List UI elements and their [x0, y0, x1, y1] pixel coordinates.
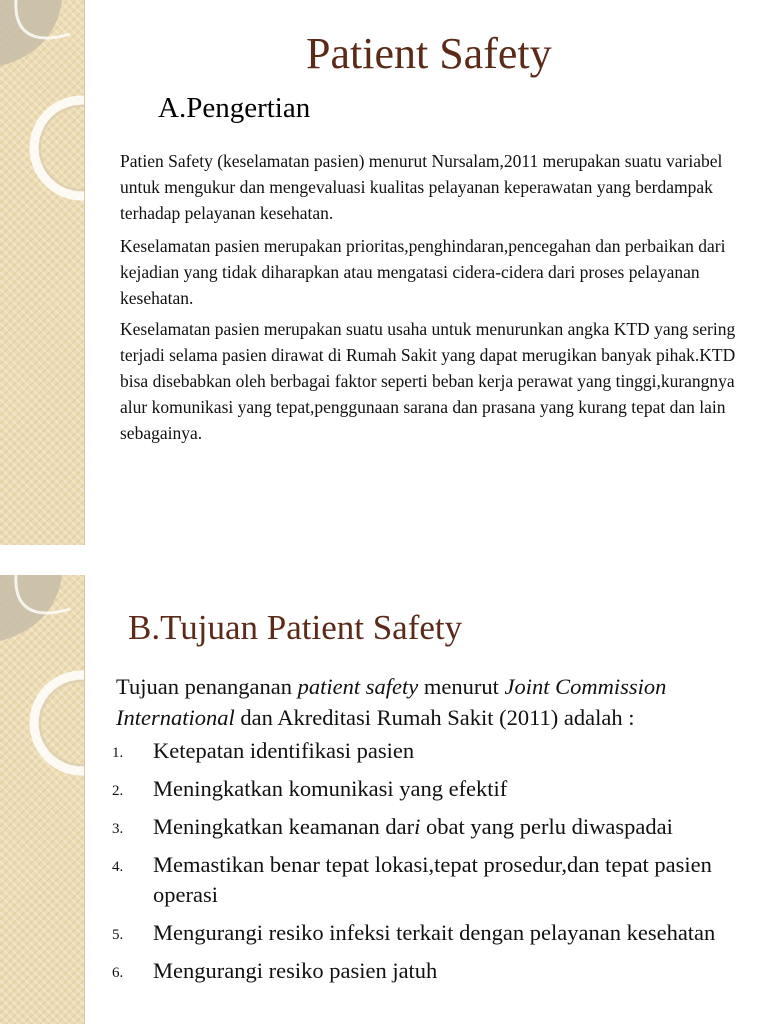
decorative-sidebar	[0, 575, 85, 1024]
list-number: 4.	[112, 859, 124, 875]
intro-italic: Joint Commission International	[116, 674, 667, 730]
list-item	[112, 918, 752, 948]
list-number: 6.	[112, 965, 124, 981]
section-heading: A.Pengertian	[158, 92, 311, 124]
list-number: 5.	[112, 927, 124, 943]
list-number: 2.	[112, 783, 124, 799]
slide-gap	[0, 545, 768, 575]
list-item	[112, 956, 752, 986]
list-item-italic: i	[414, 814, 421, 839]
intro-italic: patient safety	[297, 674, 419, 699]
paragraph: Keselamatan pasien merupakan suatu usaha untuk menurunkan angka KTD yang sering terjadi selama pasien dirawat di Rumah Sakit yang dapat merugikan banyak pihak.KTD bisa disebabkan oleh berbagai faktor seperti beban kerja perawat yang tinggi,kurangnya alur komunikasi yang tepat,penggunaan sarana dan prasana yang kurang tepat dan lain sebagainya.	[120, 319, 736, 443]
list-number: 3.	[112, 821, 124, 837]
decorative-circles-icon	[0, 0, 84, 545]
list-item-text: Memastikan benar tepat lokasi,tepat prosedur,dan tepat pasien operasi	[153, 852, 712, 907]
slide-title: Patient Safety	[306, 29, 552, 78]
list-item	[112, 850, 752, 910]
list-item-text: Mengurangi resiko infeksi terkait dengan pelayanan kesehatan	[153, 920, 716, 945]
intro-text: Tujuan penanganan	[116, 674, 298, 699]
goals-list	[112, 736, 752, 994]
list-item-text: obat yang perlu diwaspadai	[420, 814, 673, 839]
intro-text: menurut	[418, 674, 505, 699]
paragraph: Patien Safety (keselamatan pasien) menurut Nursalam,2011 merupakan suatu variabel untuk mengukur dan mengevaluasi kualitas pelayanan keperawatan yang berdampak terhadap pelayanan kesehatan.	[120, 151, 723, 223]
list-item-text: Meningkatkan komunikasi yang efektif	[153, 776, 508, 801]
intro-text: dan Akreditasi Rumah Sakit (2011) adalah :	[234, 705, 635, 730]
paragraph: Keselamatan pasien merupakan prioritas,penghindaran,pencegahan dan perbaikan dari kejadian yang tidak diharapkan atau mengatasi cidera-cidera dari proses pelayanan kesehatan.	[120, 236, 726, 308]
list-number: 1.	[112, 745, 124, 761]
list-item	[112, 774, 752, 804]
list-item	[112, 736, 752, 766]
list-item-text: Meningkatkan keamanan dar	[153, 814, 415, 839]
list-item-text: Mengurangi resiko pasien jatuh	[153, 958, 438, 983]
intro-paragraph	[116, 671, 756, 733]
slide-title: B.Tujuan Patient Safety	[128, 608, 463, 647]
list-item	[112, 812, 752, 842]
decorative-sidebar	[0, 0, 85, 545]
list-item-text: Ketepatan identifikasi pasien	[153, 738, 415, 763]
decorative-circles-icon	[0, 575, 84, 1024]
